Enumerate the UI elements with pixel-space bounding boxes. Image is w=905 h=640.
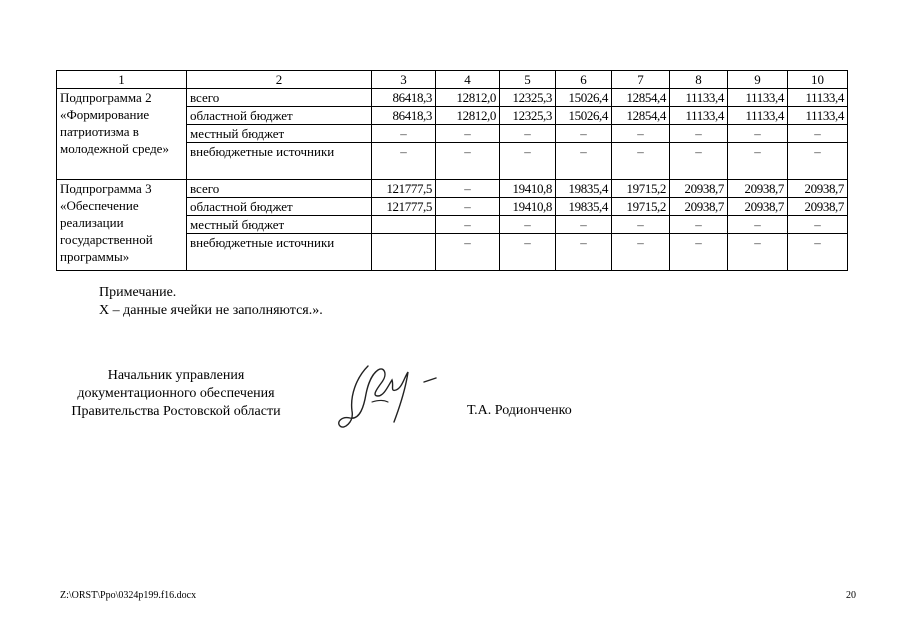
header-cell: 8 xyxy=(670,71,728,89)
value-cell: – xyxy=(788,234,848,271)
value-cell: – xyxy=(500,234,556,271)
value-cell: 20938,7 xyxy=(788,180,848,198)
table-row xyxy=(57,89,848,107)
handwritten-signature xyxy=(328,356,448,440)
value-cell: – xyxy=(436,216,500,234)
funding-source-cell: внебюджетные источники xyxy=(187,143,372,180)
value-cell: 11133,4 xyxy=(728,107,788,125)
value-cell: – xyxy=(728,125,788,143)
header-cell: 10 xyxy=(788,71,848,89)
value-cell: 12854,4 xyxy=(612,107,670,125)
signatory-position xyxy=(60,367,292,421)
header-cell: 4 xyxy=(436,71,500,89)
signatory-name: Т.А. Родионченко xyxy=(467,403,572,418)
value-cell: – xyxy=(500,143,556,180)
value-cell: – xyxy=(788,125,848,143)
value-cell: 86418,3 xyxy=(372,107,436,125)
value-cell: – xyxy=(436,143,500,180)
value-cell: – xyxy=(670,143,728,180)
value-cell xyxy=(372,234,436,271)
value-cell: – xyxy=(728,234,788,271)
note-text: Х – данные ячейки не заполняются.». xyxy=(99,303,323,318)
value-cell: – xyxy=(372,125,436,143)
value-cell: 19835,4 xyxy=(556,180,612,198)
header-cell: 9 xyxy=(728,71,788,89)
value-cell: 20938,7 xyxy=(728,198,788,216)
value-cell: 11133,4 xyxy=(788,107,848,125)
value-cell: – xyxy=(612,234,670,271)
value-cell: – xyxy=(728,143,788,180)
note-block xyxy=(99,284,323,320)
value-cell: 15026,4 xyxy=(556,107,612,125)
value-cell: 11133,4 xyxy=(728,89,788,107)
budget-table xyxy=(56,70,848,271)
value-cell: – xyxy=(612,143,670,180)
value-cell: 12812,0 xyxy=(436,107,500,125)
funding-source-cell: местный бюджет xyxy=(187,216,372,234)
value-cell: 121777,5 xyxy=(372,180,436,198)
value-cell: – xyxy=(372,143,436,180)
value-cell: – xyxy=(556,143,612,180)
value-cell: – xyxy=(788,143,848,180)
value-cell: 86418,3 xyxy=(372,89,436,107)
funding-source-cell: внебюджетные источники xyxy=(187,234,372,271)
value-cell: 20938,7 xyxy=(728,180,788,198)
value-cell: 19410,8 xyxy=(500,180,556,198)
value-cell: 11133,4 xyxy=(670,89,728,107)
program-name-cell: Подпрограмма 2 «Формирование патриотизма в молодежной среде» xyxy=(57,89,187,180)
value-cell: – xyxy=(612,125,670,143)
value-cell: – xyxy=(556,125,612,143)
footer-file-path: Z:\ORST\Ppo\0324p199.f16.docx xyxy=(60,590,197,601)
table-header-row xyxy=(57,71,848,89)
value-cell: 12854,4 xyxy=(612,89,670,107)
note-title: Примечание. xyxy=(99,285,177,300)
table-row xyxy=(57,180,848,198)
value-cell: – xyxy=(670,125,728,143)
value-cell: – xyxy=(612,216,670,234)
value-cell: 20938,7 xyxy=(670,198,728,216)
value-cell: – xyxy=(436,180,500,198)
value-cell: – xyxy=(556,216,612,234)
value-cell: – xyxy=(436,234,500,271)
value-cell: – xyxy=(670,234,728,271)
position-line: документационного обеспечения xyxy=(77,386,275,401)
value-cell: 121777,5 xyxy=(372,198,436,216)
value-cell: – xyxy=(728,216,788,234)
value-cell: 12325,3 xyxy=(500,89,556,107)
position-line: Правительства Ростовской области xyxy=(71,404,281,419)
header-cell: 7 xyxy=(612,71,670,89)
header-cell: 5 xyxy=(500,71,556,89)
value-cell: 11133,4 xyxy=(788,89,848,107)
header-cell: 6 xyxy=(556,71,612,89)
value-cell: 15026,4 xyxy=(556,89,612,107)
position-line: Начальник управления xyxy=(107,368,245,383)
value-cell: 19715,2 xyxy=(612,198,670,216)
value-cell: 20938,7 xyxy=(670,180,728,198)
page-number: 20 xyxy=(846,590,856,601)
value-cell: – xyxy=(500,216,556,234)
program-name-cell: Подпрограмма 3 «Обеспечение реализации государственной программы» xyxy=(57,180,187,271)
value-cell: – xyxy=(670,216,728,234)
value-cell: – xyxy=(500,125,556,143)
value-cell: 19835,4 xyxy=(556,198,612,216)
funding-source-cell: областной бюджет xyxy=(187,198,372,216)
value-cell: – xyxy=(788,216,848,234)
value-cell: 19715,2 xyxy=(612,180,670,198)
header-cell: 2 xyxy=(187,71,372,89)
value-cell: 12325,3 xyxy=(500,107,556,125)
value-cell: 20938,7 xyxy=(788,198,848,216)
header-cell: 1 xyxy=(57,71,187,89)
value-cell: – xyxy=(556,234,612,271)
funding-source-cell: местный бюджет xyxy=(187,125,372,143)
value-cell: – xyxy=(436,198,500,216)
value-cell: 12812,0 xyxy=(436,89,500,107)
value-cell: – xyxy=(436,125,500,143)
value-cell xyxy=(372,216,436,234)
funding-source-cell: областной бюджет xyxy=(187,107,372,125)
funding-source-cell: всего xyxy=(187,89,372,107)
funding-source-cell: всего xyxy=(187,180,372,198)
header-cell: 3 xyxy=(372,71,436,89)
value-cell: 19410,8 xyxy=(500,198,556,216)
value-cell: 11133,4 xyxy=(670,107,728,125)
